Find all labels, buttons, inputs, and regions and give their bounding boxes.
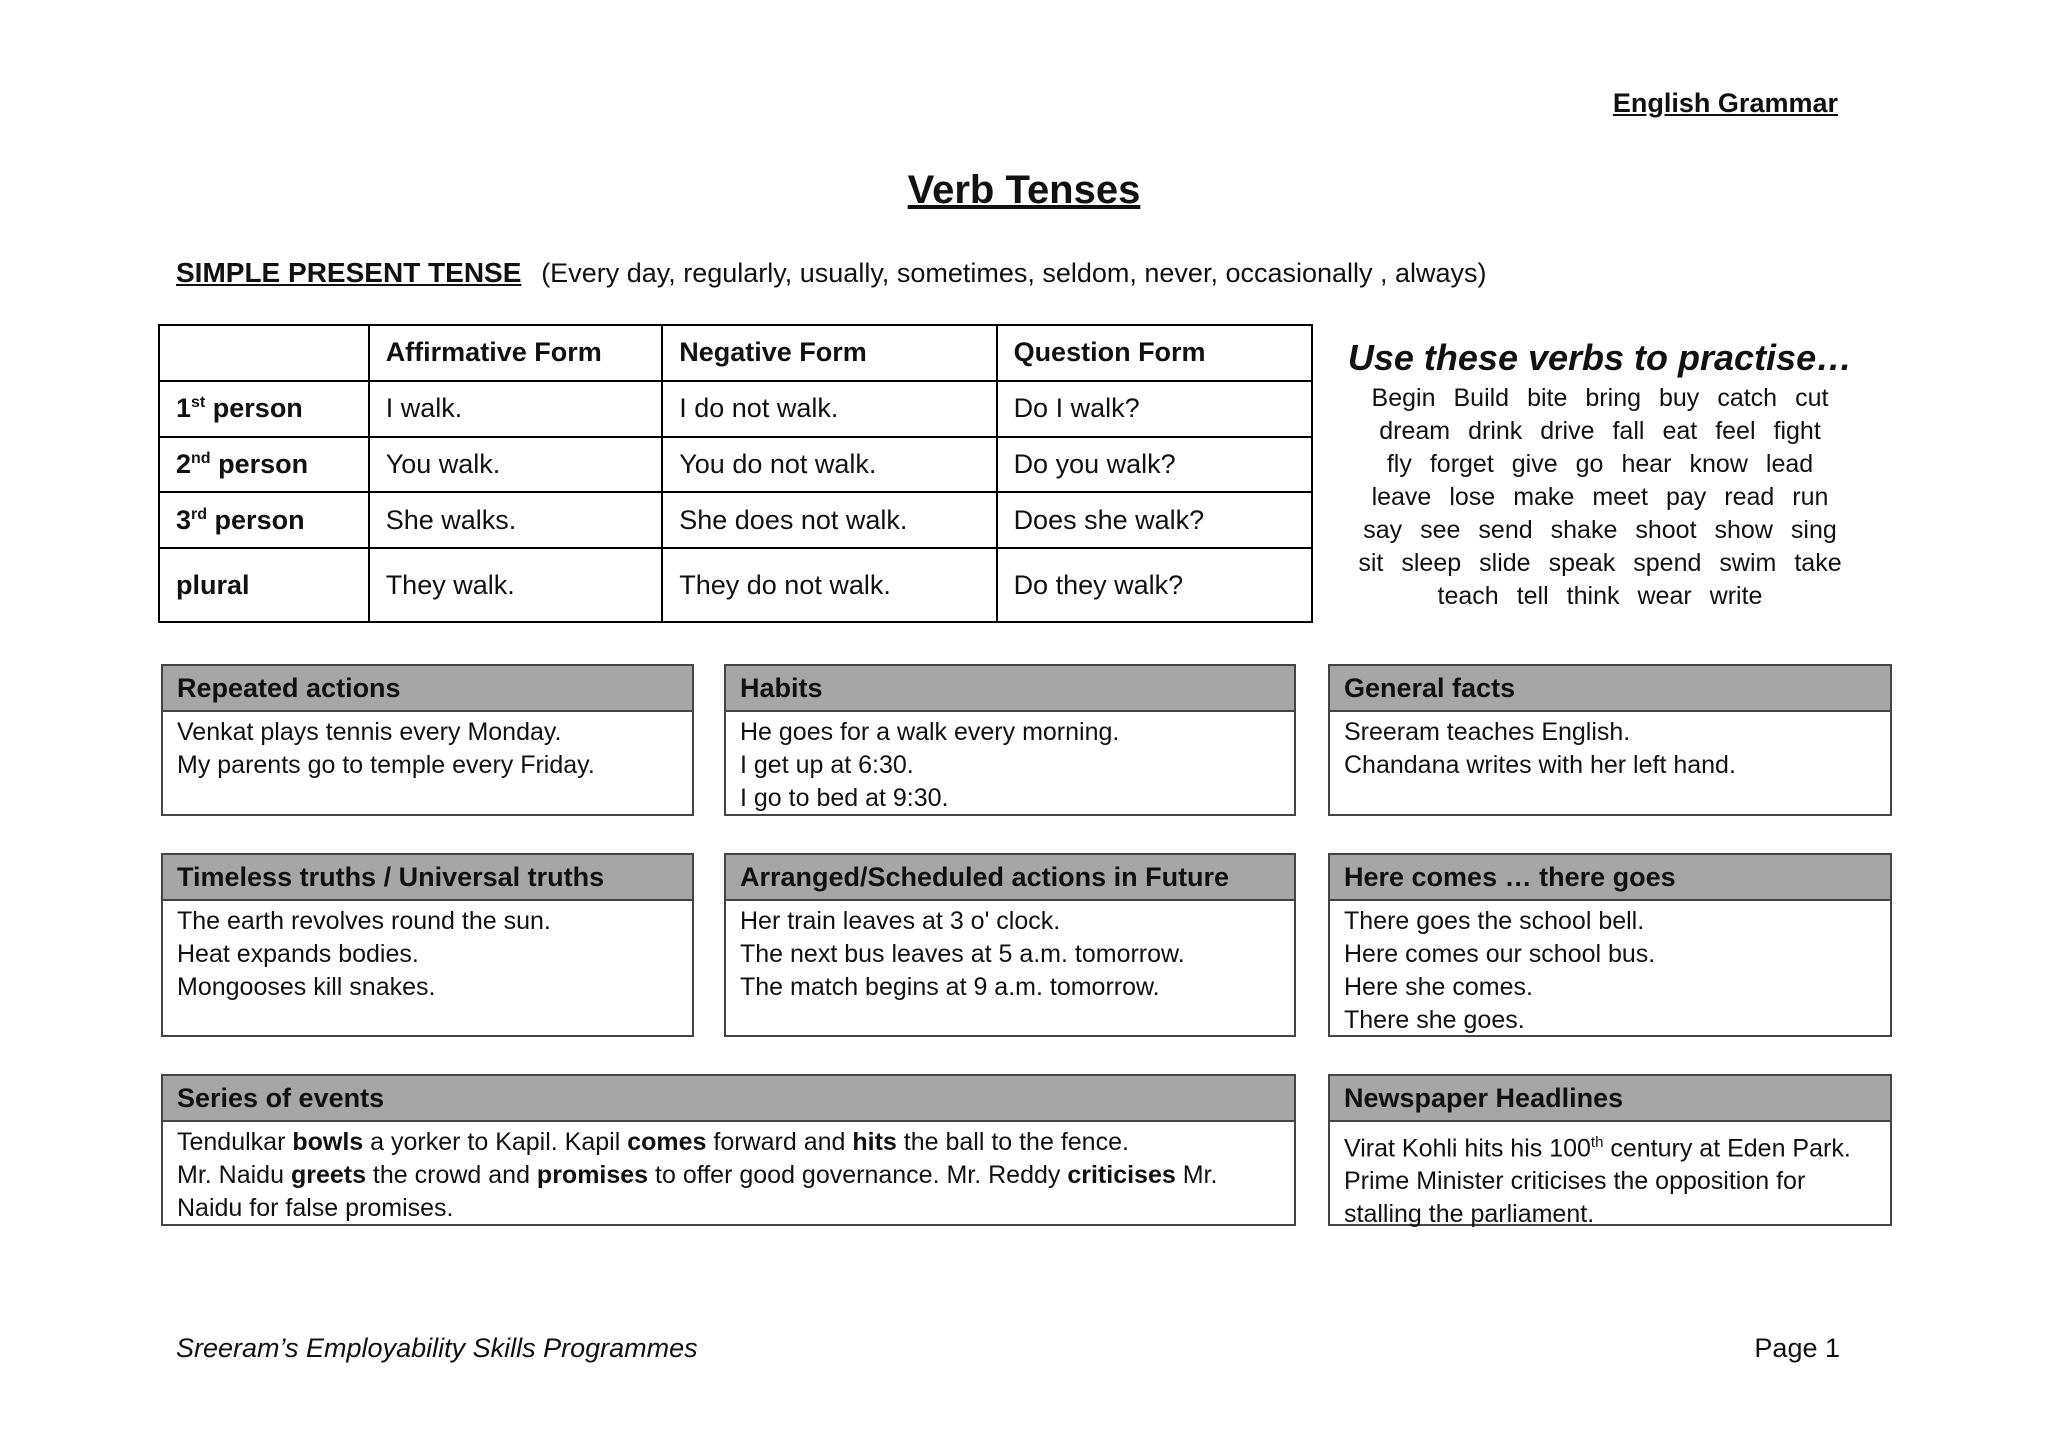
column-header: Negative Form (662, 325, 996, 381)
verb-row (1318, 481, 1882, 514)
verb-row (1318, 580, 1882, 613)
question-cell: Do they walk? (997, 548, 1312, 622)
example-line: Heat expands bodies. (177, 940, 419, 968)
column-header (159, 325, 369, 381)
table-header-row (159, 325, 1312, 381)
verb-item: bite (1527, 384, 1568, 412)
verbs-title: Use these verbs to practise… (1347, 337, 1853, 378)
negative-cell: You do not walk. (662, 437, 996, 493)
verb-item: leave (1371, 483, 1432, 511)
box-body (163, 1122, 1294, 1225)
verb-item: think (1566, 582, 1620, 610)
verb-item: bring (1585, 384, 1641, 412)
example-line: Mongooses kill snakes. (177, 973, 436, 1001)
section-heading: SIMPLE PRESENT TENSE (176, 257, 522, 288)
verb-item: slide (1479, 549, 1531, 577)
verb-item: go (1575, 450, 1604, 478)
emphasized-verb: greets (290, 1161, 366, 1189)
verb-item: take (1794, 549, 1842, 577)
verb-item: dream (1379, 417, 1451, 445)
verb-item: drink (1468, 417, 1523, 445)
box-title: Timeless truths / Universal truths (163, 855, 692, 901)
verb-item: meet (1592, 483, 1648, 511)
verb-item: eat (1662, 417, 1698, 445)
verb-item: send (1478, 516, 1533, 544)
section-note: (Every day, regularly, usually, sometimes, seldom, never, occasionally , always) (541, 258, 1487, 288)
footer-organization: Sreeram’s Employability Skills Programmes (176, 1333, 698, 1363)
verb-item: tell (1516, 582, 1549, 610)
question-cell: Does she walk? (997, 492, 1312, 548)
verb-item: catch (1717, 384, 1778, 412)
example-line: He goes for a walk every morning. (740, 718, 1120, 746)
example-line: There she goes. (1344, 1006, 1525, 1034)
example-line: Her train leaves at 3 o' clock. (740, 907, 1061, 935)
negative-cell: They do not walk. (662, 548, 996, 622)
table-row (159, 437, 1312, 493)
verb-item: Begin (1371, 384, 1436, 412)
verb-item: wear (1637, 582, 1692, 610)
verb-item: fly (1386, 450, 1412, 478)
verb-item: drive (1540, 417, 1595, 445)
verb-item: see (1420, 516, 1461, 544)
example-line: Venkat plays tennis every Monday. (177, 718, 562, 746)
verb-item: swim (1719, 549, 1777, 577)
box-habits (724, 664, 1296, 816)
verb-item: show (1714, 516, 1773, 544)
box-title: General facts (1330, 666, 1890, 712)
verb-row (1318, 415, 1882, 448)
emphasized-verb: criticises (1067, 1161, 1176, 1189)
affirmative-cell: They walk. (369, 548, 663, 622)
emphasized-verb: hits (852, 1128, 897, 1156)
example-line: The match begins at 9 a.m. tomorrow. (740, 973, 1160, 1001)
negative-cell: She does not walk. (662, 492, 996, 548)
row-label: 3rd person (159, 492, 369, 548)
box-series-of-events (161, 1074, 1296, 1226)
box-title: Series of events (163, 1076, 1294, 1122)
verb-item: Build (1453, 384, 1510, 412)
verb-item: sleep (1401, 549, 1462, 577)
row-label: 1st person (159, 381, 369, 437)
box-body (1330, 712, 1890, 782)
tense-table (158, 324, 1313, 623)
box-scheduled-actions (724, 853, 1296, 1037)
affirmative-cell: You walk. (369, 437, 663, 493)
verb-item: fight (1773, 417, 1821, 445)
verb-item: lead (1765, 450, 1814, 478)
row-label: plural (159, 548, 369, 622)
verb-item: sit (1358, 549, 1384, 577)
row-label: 2nd person (159, 437, 369, 493)
question-cell: Do you walk? (997, 437, 1312, 493)
verb-item: pay (1665, 483, 1707, 511)
table-row (159, 548, 1312, 622)
example-paragraph: Prime Minister criticises the opposition for stalling the parliament. (1344, 1167, 1806, 1229)
verb-row (1318, 514, 1882, 547)
box-repeated-actions (161, 664, 694, 816)
box-body (163, 712, 692, 782)
verb-item: speak (1548, 549, 1616, 577)
verb-item: cut (1795, 384, 1829, 412)
verb-item: hear (1621, 450, 1672, 478)
box-title: Arranged/Scheduled actions in Future (726, 855, 1294, 901)
table-row (159, 492, 1312, 548)
verb-row (1318, 448, 1882, 481)
box-body (726, 901, 1294, 1004)
emphasized-verb: bowls (292, 1128, 364, 1156)
verb-item: read (1724, 483, 1775, 511)
verb-item: give (1511, 450, 1558, 478)
table-row (159, 381, 1312, 437)
box-here-comes (1328, 853, 1892, 1037)
example-line: Virat Kohli hits his 100th century at Eden Park. (1344, 1134, 1851, 1163)
page-title: Verb Tenses (907, 168, 1141, 212)
verb-item: shake (1550, 516, 1618, 544)
verb-item: feel (1715, 417, 1756, 445)
example-paragraph: Mr. Naidu greets the crowd and promises to offer good governance. Mr. Reddy criticises Mr. Naidu for false promises. (177, 1161, 1218, 1222)
negative-cell: I do not walk. (662, 381, 996, 437)
verb-item: make (1513, 483, 1575, 511)
verb-item: fall (1612, 417, 1645, 445)
verb-item: run (1792, 483, 1829, 511)
example-line: Tendulkar bowls a yorker to Kapil. Kapil comes forward and hits the ball to the fence. (177, 1128, 1129, 1156)
box-body (1330, 1122, 1890, 1231)
verb-item: write (1709, 582, 1763, 610)
example-line: There goes the school bell. (1344, 907, 1645, 935)
box-newspaper-headlines (1328, 1074, 1892, 1229)
box-body (163, 901, 692, 1004)
verbs-list (1318, 382, 1882, 613)
verb-row (1318, 547, 1882, 580)
emphasized-verb: comes (627, 1128, 707, 1156)
section-heading-line (176, 257, 1487, 289)
box-body (1330, 901, 1890, 1037)
verb-item: forget (1429, 450, 1494, 478)
example-line: Here she comes. (1344, 973, 1533, 1001)
verb-item: shoot (1635, 516, 1697, 544)
verb-item: buy (1659, 384, 1700, 412)
box-title: Habits (726, 666, 1294, 712)
example-line: Here comes our school bus. (1344, 940, 1656, 968)
affirmative-cell: She walks. (369, 492, 663, 548)
example-line: I go to bed at 9:30. (740, 784, 949, 812)
verb-item: say (1363, 516, 1403, 544)
verb-item: know (1689, 450, 1748, 478)
verb-item: teach (1437, 582, 1499, 610)
box-body (726, 712, 1294, 815)
verb-row (1318, 382, 1882, 415)
document-subject: English Grammar (1612, 88, 1838, 118)
example-line: I get up at 6:30. (740, 751, 914, 779)
example-line: The earth revolves round the sun. (177, 907, 551, 935)
example-line: Sreeram teaches English. (1344, 718, 1631, 746)
example-line: Chandana writes with her left hand. (1344, 751, 1736, 779)
box-title: Newspaper Headlines (1330, 1076, 1890, 1122)
affirmative-cell: I walk. (369, 381, 663, 437)
column-header: Affirmative Form (369, 325, 663, 381)
page-number: Page 1 (1754, 1333, 1840, 1363)
example-line: The next bus leaves at 5 a.m. tomorrow. (740, 940, 1185, 968)
question-cell: Do I walk? (997, 381, 1312, 437)
verb-item: sing (1790, 516, 1837, 544)
example-line: My parents go to temple every Friday. (177, 751, 595, 779)
verb-item: lose (1449, 483, 1496, 511)
verb-item: spend (1633, 549, 1702, 577)
box-title: Here comes … there goes (1330, 855, 1890, 901)
column-header: Question Form (997, 325, 1312, 381)
box-general-facts (1328, 664, 1892, 816)
emphasized-verb: promises (536, 1161, 649, 1189)
box-title: Repeated actions (163, 666, 692, 712)
box-timeless-truths (161, 853, 694, 1037)
